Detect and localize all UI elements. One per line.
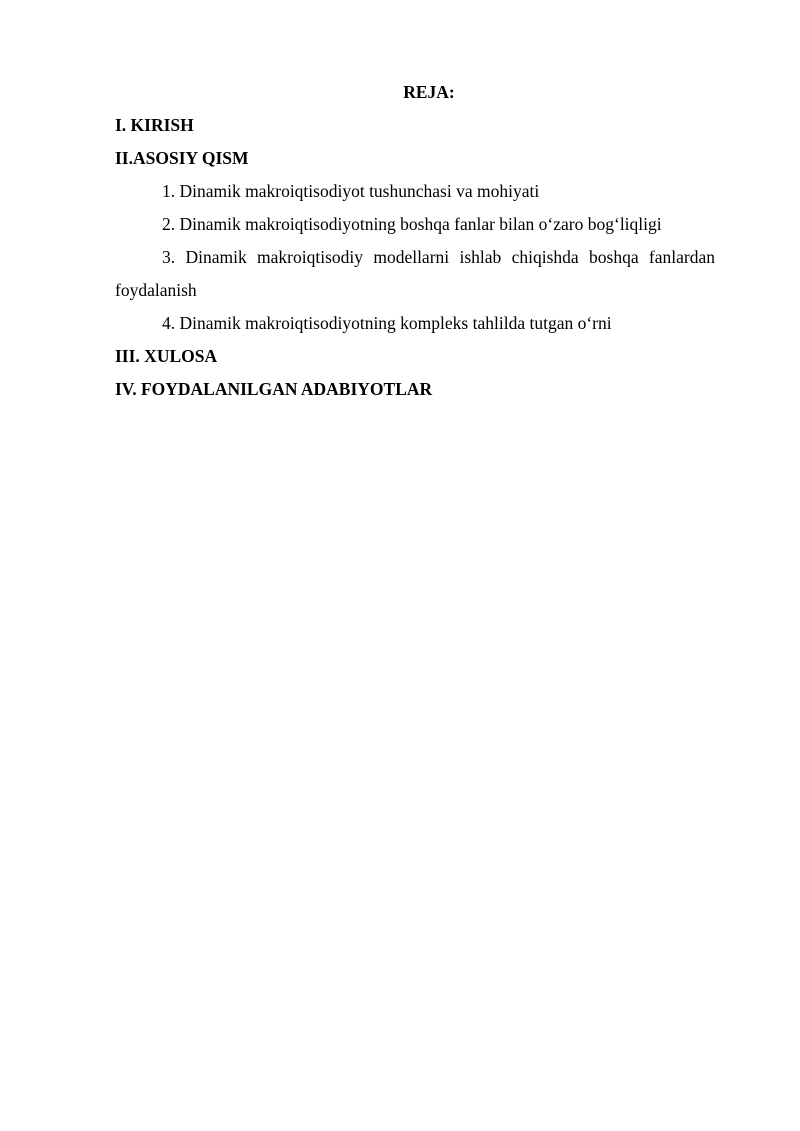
section-heading-conclusion: III. XULOSA [115,346,218,366]
list-item: 2. Dinamik makroiqtisodiyotning boshqa fanlar bilan o‘zaro bog‘liqligi [162,214,662,234]
section-heading-references: IV. FOYDALANILGAN ADABIYOTLAR [115,379,433,399]
page-title: REJA: [403,82,455,102]
list-item: 1. Dinamik makroiqtisodiyot tushunchasi va mohiyati [162,181,540,201]
section-heading-main-part: II.ASOSIY QISM [115,148,249,168]
list-item: 3. Dinamik makroiqtisodiy modellarni ishlab chiqishda boshqa fanlardan foydalanish [115,247,715,300]
section-heading-introduction: I. KIRISH [115,115,194,135]
list-item: 4. Dinamik makroiqtisodiyotning kompleks tahlilda tutgan o‘rni [162,313,612,333]
table-of-contents [115,76,715,406]
